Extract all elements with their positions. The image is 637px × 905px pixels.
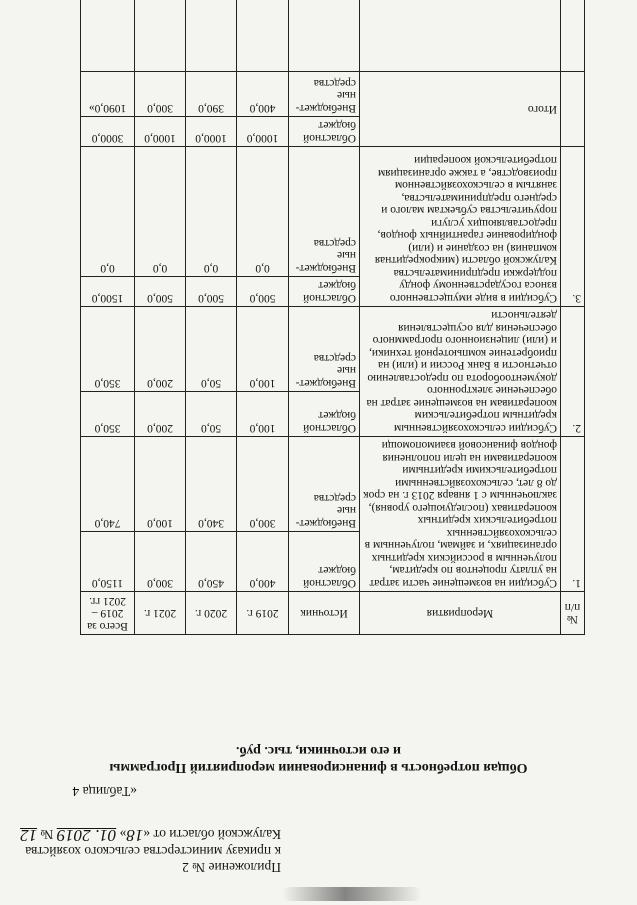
order-line-2-quote: » [119, 827, 127, 842]
handwritten-day: 18 [126, 826, 144, 845]
total-num-empty [561, 72, 585, 147]
cell-2019: 100,0 [237, 307, 289, 392]
col-header-measure: Мероприятия [360, 592, 561, 635]
document-title-1: Общая потребность в финансировании мероприятий Программы [109, 760, 528, 775]
cell-2019: 0,0 [237, 147, 289, 277]
total-row [81, 117, 585, 147]
total-label: Итого [360, 72, 561, 147]
cell-2021: 100,0 [135, 437, 186, 532]
spacer-cell [237, 0, 289, 72]
total-sum: 1090,0» [81, 72, 135, 117]
total-2020: 390,0 [186, 72, 237, 117]
total-2019: 1000,0 [237, 117, 289, 147]
cell-2021: 200,0 [135, 392, 186, 437]
cell-2021: 500,0 [135, 277, 186, 307]
table-label: «Таблица 4 [72, 784, 137, 799]
order-number-label: № [40, 827, 54, 842]
cell-total: 1500,0 [81, 277, 135, 307]
cell-total: 0,0 [81, 147, 135, 277]
row-source: Областной бюджет [289, 532, 360, 592]
spacer-cell [289, 0, 360, 72]
total-source: Областной бюджет [289, 117, 360, 147]
cell-2020: 50,0 [186, 307, 237, 392]
spacer-cell [135, 0, 186, 72]
scan-smudge [282, 887, 422, 901]
spacer-cell [360, 0, 561, 72]
row-source: Внебюджет-ные средства [289, 307, 360, 392]
col-header-num: № п/п [561, 592, 585, 635]
cell-2020: 450,0 [186, 532, 237, 592]
order-line-1: к приказу министерства сельского хозяйства [25, 844, 281, 859]
order-line-2-text: Калужской области от « [143, 827, 281, 842]
cell-2021: 0,0 [135, 147, 186, 277]
col-header-total: Всего за 2019 – 2021 гг. [81, 592, 135, 635]
col-header-2021: 2021 г. [135, 592, 186, 635]
cell-total: 350,0 [81, 307, 135, 392]
cell-total: 1150,0 [81, 532, 135, 592]
total-sum: 3000,0 [81, 117, 135, 147]
cell-2019: 300,0 [237, 437, 289, 532]
appendix-title: Приложение № 2 [182, 860, 281, 875]
order-line-2 [20, 827, 281, 843]
row-measure: Субсидии на возмещение части затрат на уплату процентов по кредитам, полученным в российских кредитных организациях, и займам, полученным в сельскохозяйственных потребительских кредитных кооперативах (последующего уровня), заключенным с 1 января 2013 г. на срок до 8 лет, сельскохозяйственными потребительскими кредитными кооперативами на цели пополнения фондов финансовой взаимопомощи [360, 437, 561, 592]
table-row [81, 277, 585, 307]
handwritten-date: 01. 2019 [56, 826, 117, 845]
col-header-2020: 2020 г. [186, 592, 237, 635]
spacer-cell [81, 0, 135, 72]
total-source: Внебюджет-ные средства [289, 72, 360, 117]
table-row [81, 532, 585, 592]
cell-2021: 300,0 [135, 532, 186, 592]
row-num: 3. [561, 147, 585, 307]
table-row [81, 392, 585, 437]
handwritten-number: 12 [20, 826, 38, 845]
table-header-row [81, 592, 585, 635]
document-title-2: и его источники, тыс. руб. [236, 743, 401, 758]
row-measure: Субсидии в виде имущественного взноса государственному фонду поддержки предпринимательства Калужской области (микрокредитная компания) на создание и (или) фондирование гарантийных фондов, предоставляющих услуги поручительства субъектам малого и среднего предпринимательства, занятым в сельскохозяйственном производстве, а также организациям потребительской кооперации [360, 147, 561, 307]
spacer-cell [561, 0, 585, 72]
cell-2021: 200,0 [135, 307, 186, 392]
financing-table [80, 0, 585, 635]
total-2019: 400,0 [237, 72, 289, 117]
row-source: Областной бюджет [289, 392, 360, 437]
cell-2019: 500,0 [237, 277, 289, 307]
col-header-2019: 2019 г. [237, 592, 289, 635]
cell-2020: 340,0 [186, 437, 237, 532]
cell-2019: 100,0 [237, 392, 289, 437]
col-header-source: Источник [289, 592, 360, 635]
cell-2020: 500,0 [186, 277, 237, 307]
cell-2020: 50,0 [186, 392, 237, 437]
cell-2020: 0,0 [186, 147, 237, 277]
spacer-cell [186, 0, 237, 72]
total-2021: 300,0 [135, 72, 186, 117]
row-num: 2. [561, 307, 585, 437]
row-source: Внебюджет-ные средства [289, 147, 360, 277]
table-bottom-spacer [81, 0, 585, 72]
total-2020: 1000,0 [186, 117, 237, 147]
cell-total: 740,0 [81, 437, 135, 532]
cell-2019: 400,0 [237, 532, 289, 592]
row-source: Внебюджет-ные средства [289, 437, 360, 532]
row-num: 1. [561, 437, 585, 592]
row-measure: Субсидии сельскохозяйственным кредитным потребительским кооперативам на возмещение затрат на обеспечение электронного документооборота по предоставлению отчетности в Банк России и (или) на приобретение компьютерной техники, и (или) лицензионного программного обеспечения для осуществления деятельности [360, 307, 561, 437]
total-2021: 1000,0 [135, 117, 186, 147]
cell-total: 350,0 [81, 392, 135, 437]
row-source: Областной бюджет [289, 277, 360, 307]
